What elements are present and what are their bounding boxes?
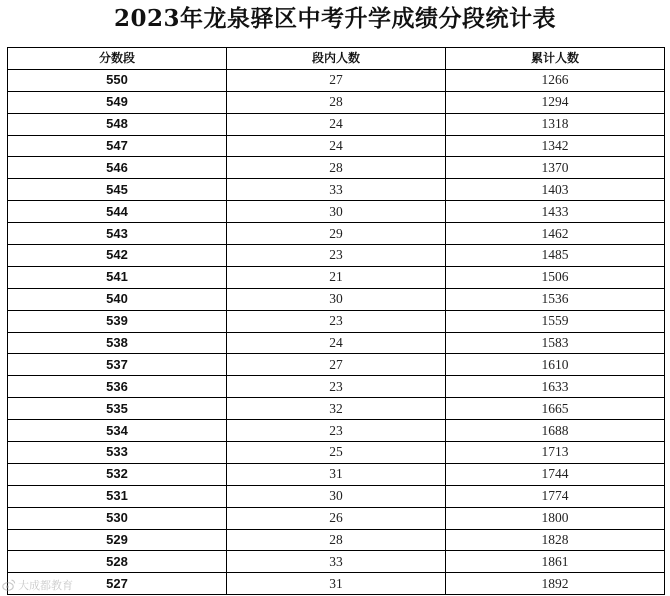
cumulative-cell: 1828 [446,529,665,551]
score-cell: 544 [8,201,227,223]
count-cell: 27 [227,69,446,91]
score-cell: 530 [8,507,227,529]
cumulative-cell: 1294 [446,91,665,113]
cumulative-cell: 1861 [446,551,665,573]
cumulative-cell: 1610 [446,354,665,376]
cumulative-cell: 1633 [446,376,665,398]
count-cell: 23 [227,420,446,442]
cumulative-cell: 1266 [446,69,665,91]
cumulative-cell: 1536 [446,288,665,310]
table-row [8,529,665,551]
header-count-in-range: 段内人数 [227,48,446,70]
score-cell: 531 [8,485,227,507]
table-row [8,113,665,135]
count-cell: 31 [227,573,446,595]
watermark-text: 大成都教育 [18,579,73,592]
cumulative-cell: 1713 [446,442,665,464]
cumulative-cell: 1370 [446,157,665,179]
cumulative-cell: 1892 [446,573,665,595]
cumulative-cell: 1583 [446,332,665,354]
score-cell: 541 [8,266,227,288]
table-body [8,69,665,594]
page-title: 2023年龙泉驿区中考升学成绩分段统计表 [113,5,556,32]
count-cell: 28 [227,157,446,179]
table-row [8,551,665,573]
table-row [8,179,665,201]
cumulative-cell: 1462 [446,223,665,245]
score-cell: 540 [8,288,227,310]
table-row [8,376,665,398]
cumulative-cell: 1433 [446,201,665,223]
count-cell: 26 [227,507,446,529]
table-row [8,245,665,267]
score-cell: 546 [8,157,227,179]
count-cell: 24 [227,135,446,157]
cumulative-cell: 1559 [446,310,665,332]
header-score-range: 分数段 [8,48,227,70]
table-row [8,223,665,245]
table-row [8,310,665,332]
cumulative-cell: 1665 [446,398,665,420]
score-cell: 549 [8,91,227,113]
cumulative-cell: 1342 [446,135,665,157]
score-cell: 527 [8,573,227,595]
count-cell: 31 [227,463,446,485]
score-cell: 535 [8,398,227,420]
count-cell: 23 [227,376,446,398]
table-row [8,135,665,157]
count-cell: 28 [227,91,446,113]
count-cell: 25 [227,442,446,464]
table-row [8,332,665,354]
score-cell: 548 [8,113,227,135]
table-row [8,266,665,288]
score-cell: 543 [8,223,227,245]
watermark [2,577,73,593]
table-row [8,485,665,507]
table-row [8,463,665,485]
score-cell: 539 [8,310,227,332]
count-cell: 32 [227,398,446,420]
score-cell: 536 [8,376,227,398]
count-cell: 30 [227,288,446,310]
score-cell: 529 [8,529,227,551]
table-row [8,201,665,223]
count-cell: 29 [227,223,446,245]
count-cell: 33 [227,179,446,201]
table-row [8,573,665,595]
count-cell: 28 [227,529,446,551]
count-cell: 24 [227,332,446,354]
cumulative-cell: 1744 [446,463,665,485]
score-cell: 533 [8,442,227,464]
cumulative-cell: 1485 [446,245,665,267]
table-row [8,157,665,179]
count-cell: 23 [227,245,446,267]
score-cell: 542 [8,245,227,267]
count-cell: 30 [227,485,446,507]
score-cell: 534 [8,420,227,442]
count-cell: 30 [227,201,446,223]
cumulative-cell: 1403 [446,179,665,201]
weibo-logo-icon [2,578,16,592]
cumulative-cell: 1688 [446,420,665,442]
cumulative-cell: 1774 [446,485,665,507]
score-cell: 532 [8,463,227,485]
table-header-row [8,48,665,70]
count-cell: 33 [227,551,446,573]
table-row [8,398,665,420]
score-cell: 550 [8,69,227,91]
score-cell: 537 [8,354,227,376]
count-cell: 23 [227,310,446,332]
score-cell: 528 [8,551,227,573]
score-cell: 538 [8,332,227,354]
score-distribution-table [7,47,665,595]
count-cell: 24 [227,113,446,135]
score-cell: 545 [8,179,227,201]
table-row [8,288,665,310]
table-row [8,442,665,464]
count-cell: 27 [227,354,446,376]
table-header [8,48,665,70]
header-cumulative-count: 累计人数 [446,48,665,70]
table-row [8,420,665,442]
cumulative-cell: 1506 [446,266,665,288]
table-row [8,507,665,529]
table-row [8,354,665,376]
count-cell: 21 [227,266,446,288]
table-row [8,69,665,91]
table-row [8,91,665,113]
cumulative-cell: 1800 [446,507,665,529]
cumulative-cell: 1318 [446,113,665,135]
score-cell: 547 [8,135,227,157]
